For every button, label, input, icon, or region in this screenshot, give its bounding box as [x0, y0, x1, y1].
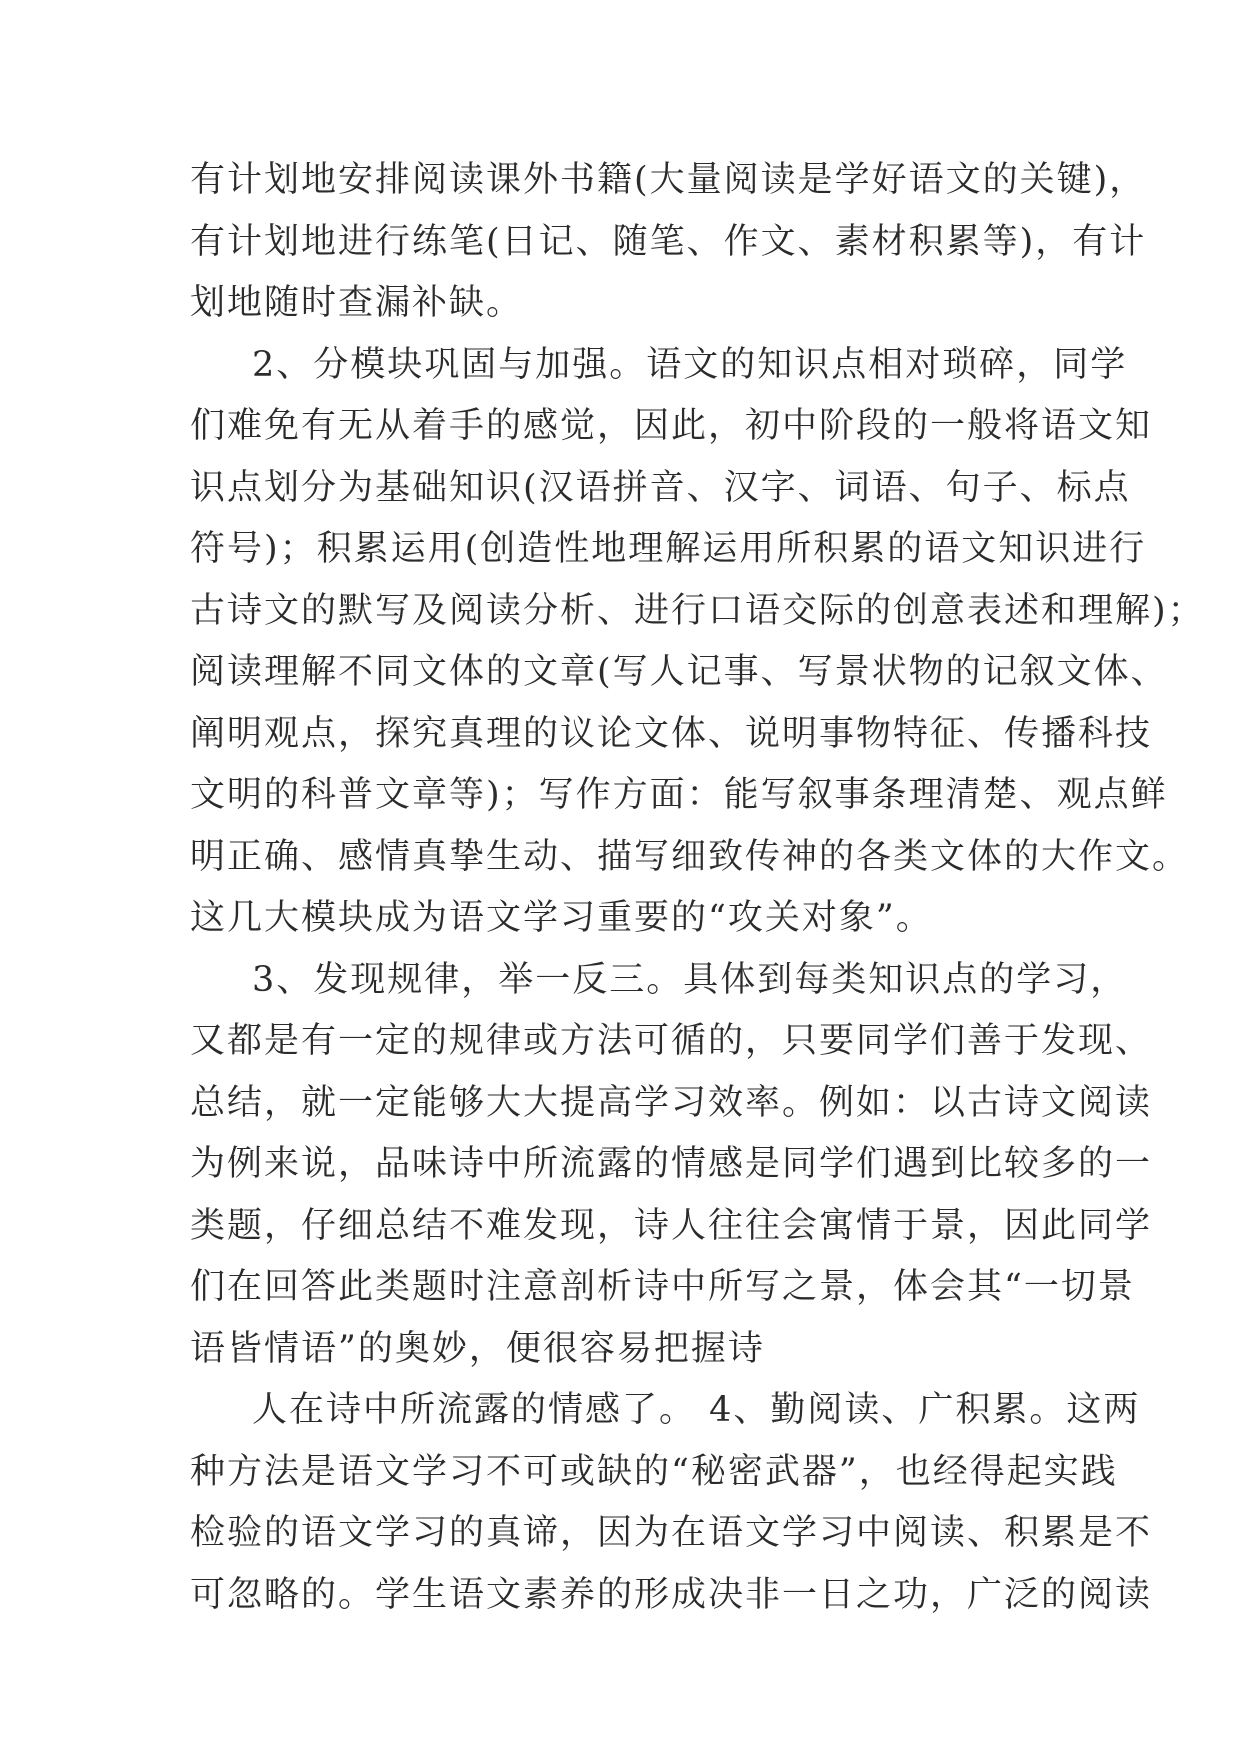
paragraph-2-start: 2、分模块巩固与加强。语文的知识点相对琐碎，同学 [252, 344, 1128, 385]
text-line: 有计划地进行练笔(日记、随笔、作文、素材积累等)，有计 [190, 221, 1147, 262]
text-line: 可忽略的。学生语文素养的形成决非一日之功，广泛的阅读 [190, 1574, 1153, 1615]
text-line: 阅读理解不同文体的文章(写人记事、写景状物的记叙文体、 [190, 652, 1168, 692]
text-line: 划地随时查漏补缺。 [190, 283, 524, 323]
text-line: 类题，仔细总结不难发现，诗人往往会寓情于景，因此同学 [190, 1205, 1153, 1246]
text-line: 又都是有一定的规律或方法可循的，只要同学们善于发现、 [190, 1021, 1153, 1061]
text-line: 语皆情语”的奥妙，便很容易把握诗 [190, 1328, 765, 1369]
text-line: 文明的科普文章等)；写作方面：能写叙事条理清楚、观点鲜 [190, 775, 1168, 815]
text-line: 有计划地安排阅读课外书籍(大量阅读是学好语文的关键)， [190, 160, 1147, 200]
text-line: 古诗文的默写及阅读分析、进行口语交际的创意表述和理解)； [190, 590, 1205, 631]
text-line: 检验的语文学习的真谛，因为在语文学习中阅读、积累是不 [190, 1513, 1153, 1553]
text-line: 们在回答此类题时注意剖析诗中所写之景，体会其“一切景 [190, 1267, 1135, 1307]
text-line: 识点划分为基础知识(汉语拼音、汉字、词语、句子、标点 [190, 467, 1131, 508]
paragraph-4-start: 人在诗中所流露的情感了。 4、勤阅读、广积累。这两 [252, 1390, 1141, 1430]
text-line: 阐明观点，探究真理的议论文体、说明事物特征、传播科技 [190, 713, 1153, 754]
text-line: 为例来说，品味诗中所流露的情感是同学们遇到比较多的一 [190, 1144, 1153, 1184]
paragraph-3-start: 3、发现规律，举一反三。具体到每类知识点的学习， [252, 959, 1128, 1000]
text-line: 这几大模块成为语文学习重要的“攻关对象”。 [190, 898, 933, 938]
text-line: 总结，就一定能够大大提高学习效率。例如：以古诗文阅读 [190, 1082, 1153, 1123]
text-line: 符号)；积累运用(创造性地理解运用所积累的语文知识进行 [190, 529, 1147, 569]
body-text [190, 150, 1205, 1626]
text-line: 们难免有无从着手的感觉，因此，初中阶段的一般将语文知 [190, 406, 1153, 446]
text-line: 明正确、感情真挚生动、描写细致传神的各类文体的大作文。 [190, 836, 1190, 877]
text-line: 种方法是语文学习不可或缺的“秘密武器”，也经得起实践 [190, 1451, 1118, 1492]
